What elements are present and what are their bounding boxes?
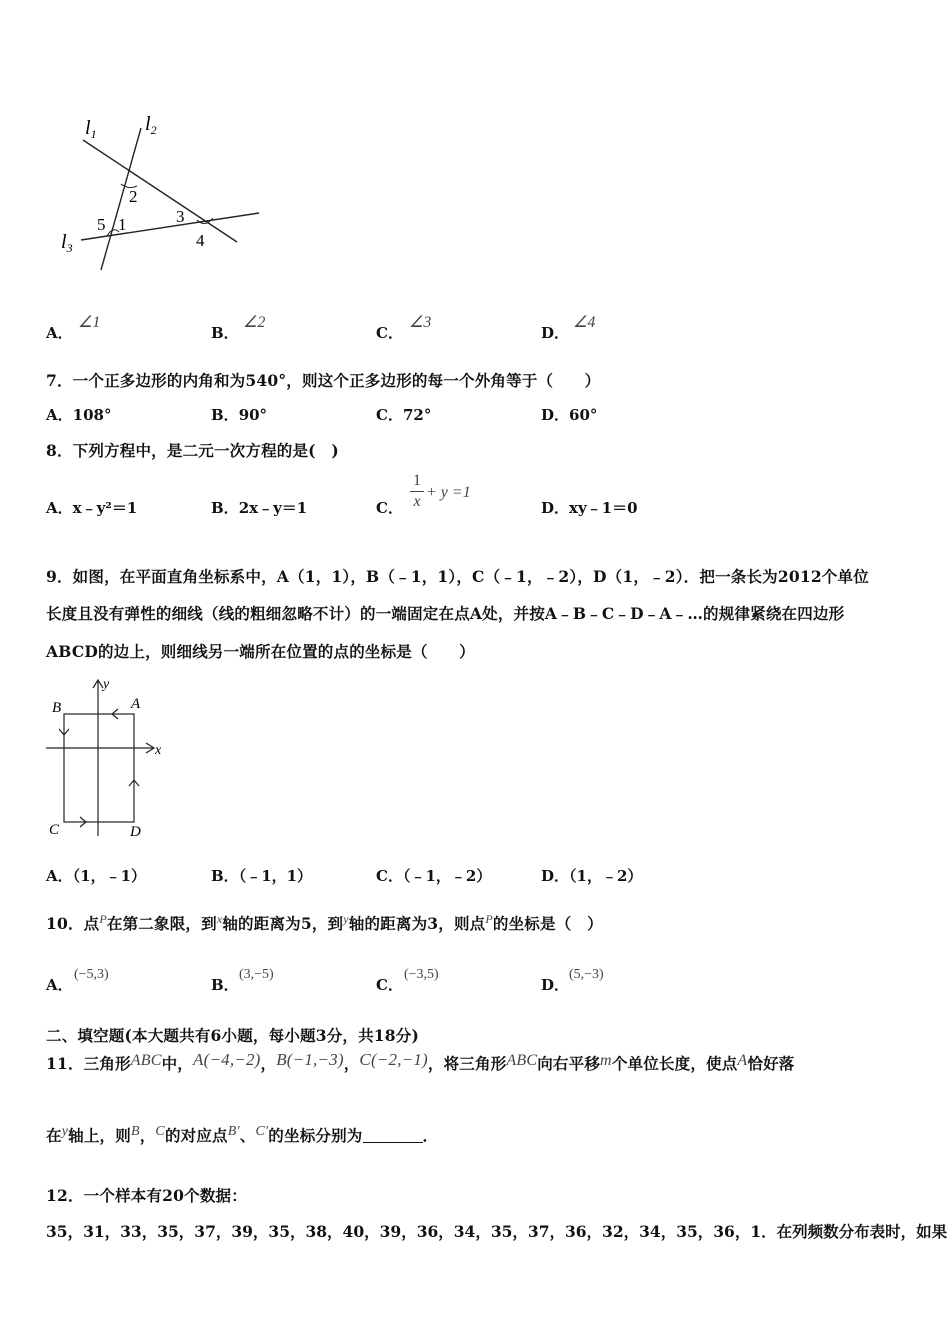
- label-b: B: [52, 700, 62, 716]
- q11-var-c: C: [155, 1124, 165, 1139]
- q11-var-a: A: [737, 1052, 748, 1069]
- label-y: y: [103, 677, 110, 692]
- label-x: x: [155, 743, 162, 758]
- q9-option-a[interactable]: A．（1，﹣1）: [46, 867, 147, 885]
- q9-coordinate-figure: [42, 676, 172, 846]
- q9-option-b[interactable]: B．（﹣1，1）: [211, 867, 313, 885]
- label-angle-1: 1: [118, 215, 127, 234]
- q11-var-b-prime: B′: [227, 1124, 240, 1139]
- q8-text: 8．下列方程中，是二元一次方程的是( ): [46, 441, 339, 460]
- q10-text: 10．点$^P$在第二象限，到$^x$轴的距离为5，到$^y$轴的距离为3，则点$^P$的坐标是（ ）: [46, 912, 603, 934]
- line-l3: [81, 213, 259, 240]
- q9-option-c[interactable]: C．（﹣1，﹣2）: [376, 867, 492, 885]
- q6-option-b[interactable]: B．: [211, 324, 239, 342]
- q6-option-d[interactable]: D．: [541, 324, 570, 342]
- q10-var-y: y: [343, 912, 349, 926]
- q10-option-d-value: (5,−3): [569, 967, 604, 982]
- label-d: D: [130, 824, 141, 840]
- q10-option-a-value: (−5,3): [74, 967, 109, 982]
- q11-var-c-prime: C′: [255, 1124, 269, 1139]
- section-2-header: 二、填空题(本大题共有6小题，每小题3分，共18分): [46, 1026, 420, 1045]
- label-l3: $l_3$: [61, 231, 73, 255]
- q7-option-a[interactable]: A．108°: [46, 406, 112, 424]
- q6-option-d-value: ∠4: [573, 314, 596, 331]
- q6-option-c-value: ∠3: [409, 314, 432, 331]
- label-angle-4: 4: [196, 231, 205, 250]
- q10-option-c[interactable]: C．: [376, 976, 403, 994]
- label-l1: $l_1$: [85, 117, 97, 141]
- fraction-denominator: x: [413, 493, 421, 510]
- angles-figure: [55, 112, 275, 272]
- q11-point-a: A(−4,−2): [193, 1050, 261, 1069]
- q8-option-b[interactable]: B．2x﹣y＝1: [211, 499, 308, 517]
- q8-option-c-fraction: [410, 472, 424, 511]
- q7-text: 7．一个正多边形的内角和为540°，则这个正多边形的每一个外角等于（ ）: [46, 371, 601, 390]
- label-angle-5: 5: [97, 215, 106, 234]
- q10-var-p: P: [99, 912, 107, 926]
- q11-var-b: B: [130, 1124, 140, 1139]
- q9-line1: 9．如图，在平面直角坐标系中，A（1，1），B（﹣1，1），C（﹣1，﹣2），D（1，﹣2）．把一条长为2012个单位: [46, 567, 869, 586]
- q11-line2: 在$^y$轴上，则$^B$，$^C$的对应点$^{B'}$、$^{C'}$的坐标分别为 ．: [46, 1124, 439, 1146]
- fraction-bar: [410, 491, 424, 492]
- q11-answer-blank[interactable]: [363, 1128, 423, 1143]
- label-a: A: [131, 696, 141, 712]
- q7-option-c[interactable]: C．72°: [376, 406, 432, 424]
- q9-option-d[interactable]: D．（1，﹣2）: [541, 867, 643, 885]
- q9-line2: 长度且没有弹性的细线（线的粗细忽略不计）的一端固定在点A处，并按A﹣B﹣C﹣D﹣A﹣…的规律紧绕在四边形: [46, 604, 845, 623]
- label-c: C: [49, 822, 60, 838]
- q11-line1: 11．三角形ABC中，A(−4,−2)，B(−1,−3)，C(−2,−1)，将三角形ABC向右平移m个单位长度，使点A恰好落: [46, 1050, 795, 1073]
- q10-option-b[interactable]: B．: [211, 976, 239, 994]
- q7-option-b[interactable]: B．90°: [211, 406, 268, 424]
- label-angle-2: 2: [129, 187, 138, 206]
- q11-var-abc: ABC: [130, 1052, 162, 1069]
- q6-option-a-value: ∠1: [78, 314, 101, 331]
- q10-option-a[interactable]: A．: [46, 976, 73, 994]
- label-angle-3: 3: [176, 207, 185, 226]
- q11-var-m: m: [600, 1052, 612, 1069]
- q9-line3: ABCD的边上，则细线另一端所在位置的点的坐标是（ ）: [46, 642, 475, 661]
- q8-option-c[interactable]: C．: [376, 499, 403, 517]
- q8-option-a[interactable]: A．x﹣y²＝1: [46, 499, 138, 517]
- q11-point-b: B(−1,−3): [276, 1050, 344, 1069]
- q11-var-abc2: ABC: [506, 1052, 538, 1069]
- q10-var-p2: P: [485, 912, 493, 926]
- q6-option-b-value: ∠2: [243, 314, 266, 331]
- q11-point-c: C(−2,−1): [359, 1050, 428, 1069]
- q8-option-c-rest: + y =1: [426, 484, 471, 501]
- q11-var-y: y: [61, 1124, 69, 1139]
- q6-option-a[interactable]: A．: [46, 324, 73, 342]
- fraction-numerator: 1: [413, 472, 421, 489]
- q10-option-b-value: (3,−5): [239, 967, 274, 982]
- q10-var-x: x: [216, 912, 223, 926]
- label-l2: $l_2$: [145, 113, 157, 137]
- q12-line1: 12．一个样本有20个数据：: [46, 1186, 247, 1205]
- rectangle-abcd: [64, 714, 134, 822]
- q8-option-d[interactable]: D．xy﹣1＝0: [541, 499, 638, 517]
- q12-line2: 35，31，33，35，37，39，35，38，40，39，36，34，35，37，36，32，34，35，36，1．在列频数分布表时，如果: [46, 1222, 948, 1241]
- q7-option-d[interactable]: D．60°: [541, 406, 598, 424]
- line-l1: [83, 140, 237, 242]
- q6-option-c[interactable]: C．: [376, 324, 403, 342]
- q10-option-c-value: (−3,5): [404, 967, 439, 982]
- q10-option-d[interactable]: D．: [541, 976, 570, 994]
